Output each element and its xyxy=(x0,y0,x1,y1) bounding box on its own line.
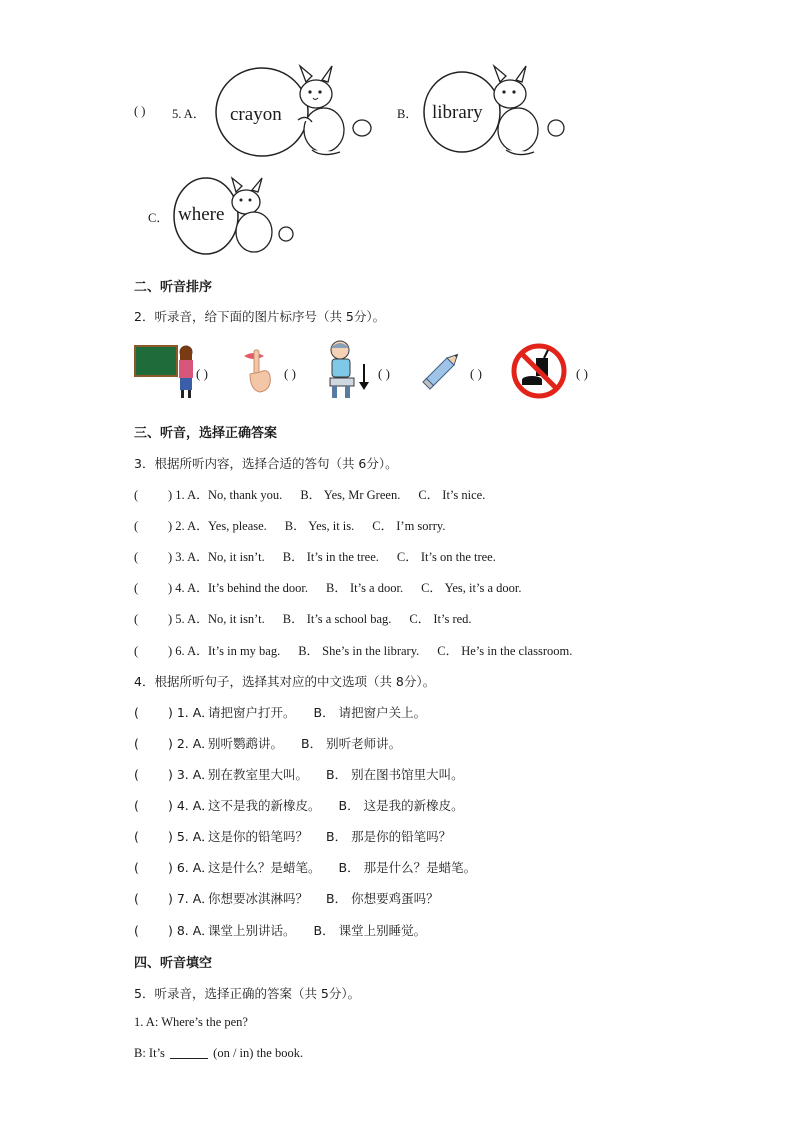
option-c-label: C． xyxy=(148,211,169,225)
list-item: ( ) 6. A．It’s in my bag. B． She’s in the library. C． He’s in the classroom. xyxy=(134,644,573,658)
section2-title: 二、听音排序 xyxy=(134,280,213,295)
list-item: ( ) 2. A．Yes, please. B． Yes, it is. C． I’m sorry. xyxy=(134,519,446,533)
list-item: ( ) 5. A．No, it isn’t. B． It’s a school bag. C． It’s red. xyxy=(134,612,472,626)
answer-blank[interactable]: ( xyxy=(134,519,139,533)
teacher-blackboard-icon xyxy=(134,340,196,400)
list-item: ( ) 4. A．这不是我的新橡皮。 B． 这是我的新橡皮。 xyxy=(134,798,464,813)
answer-blank[interactable]: ( xyxy=(134,488,139,502)
list-item: ( ) 2. A．别听鹦鹉讲。 B． 别听老师讲。 xyxy=(134,736,402,751)
section3-title: 三、听音，选择正确答案 xyxy=(134,426,278,441)
list-item: ( ) 1. A．请把窗户打开。 B． 请把窗户关上。 xyxy=(134,705,427,720)
option-b-picture[interactable] xyxy=(422,64,572,160)
picture-ordering-row xyxy=(134,338,634,404)
list-item: ( ) 6. A．这是什么？是蜡笔。 B． 那是什么？是蜡笔。 xyxy=(134,860,477,875)
list-item: ( ) 3. A．No, it isn’t. B． It’s in the tree. C． It’s on the tree. xyxy=(134,550,496,564)
list-item: ( ) 8. A．课堂上别讲话。 B． 课堂上别睡觉。 xyxy=(134,923,427,938)
list-item: ( ) 5. A．这是你的铅笔吗？ B． 那是你的铅笔吗？ xyxy=(134,829,452,844)
sit-down-icon xyxy=(324,338,374,402)
answer-blank[interactable]: ( xyxy=(134,923,139,938)
section3b-question: 4．根据所听句子，选择其对应的中文选项（共 8分）。 xyxy=(134,674,436,689)
q1-item5-paren[interactable]: ( ) xyxy=(134,104,146,118)
answer-blank[interactable]: ( xyxy=(134,736,139,751)
section3-question: 3．根据所听内容，选择合适的答句（共 6分）。 xyxy=(134,456,398,471)
option-c-picture[interactable] xyxy=(172,176,296,260)
answer-blank[interactable]: ( xyxy=(134,644,139,658)
answer-blank[interactable]: ( xyxy=(134,860,139,875)
picture-5-answer[interactable]: ( ) xyxy=(576,366,588,381)
list-item: ( ) 7. A．你想要冰淇淋吗？ B． 你想要鸡蛋吗？ xyxy=(134,891,439,906)
option-a-picture[interactable] xyxy=(214,64,384,160)
answer-blank[interactable]: ( xyxy=(134,798,139,813)
option-b-label: B． xyxy=(397,107,418,121)
no-eating-drinking-icon xyxy=(510,342,568,400)
answer-blank[interactable]: ( xyxy=(134,891,139,906)
answer-blank[interactable]: ( xyxy=(134,550,139,564)
answer-blank[interactable]: ( xyxy=(134,581,139,595)
pencil-icon xyxy=(420,346,464,394)
answer-blank[interactable]: ( xyxy=(134,705,139,720)
list-item: ( ) 3. A．别在教室里大叫。 B． 别在图书馆里大叫。 xyxy=(134,767,464,782)
answer-blank[interactable]: ( xyxy=(134,767,139,782)
section4-question: 5．听录音，选择正确的答案（共 5分）。 xyxy=(134,986,361,1001)
section2-question: 2．听录音，给下面的图片标序号（共 5分）。 xyxy=(134,309,386,324)
picture-4-answer[interactable]: ( ) xyxy=(470,366,482,381)
picture-2-answer[interactable]: ( ) xyxy=(284,366,296,381)
picture-3-answer[interactable]: ( ) xyxy=(378,366,390,381)
option-a-word: crayon xyxy=(230,104,282,125)
answer-blank[interactable]: ( xyxy=(134,612,139,626)
section4-title: 四、听音填空 xyxy=(134,956,213,971)
list-item: ( ) 1. A．No, thank you. B． Yes, Mr Green. C． It’s nice. xyxy=(134,488,486,502)
option-c-word: where xyxy=(178,204,225,225)
picture-1-answer[interactable]: ( ) xyxy=(196,366,208,381)
answer-blank[interactable]: ( xyxy=(134,829,139,844)
q1-item5-number: 5. A． xyxy=(172,107,206,121)
dialogue-line-a: 1. A: Where’s the pen? xyxy=(134,1015,248,1029)
option-b-word: library xyxy=(432,102,483,123)
fill-in-blank[interactable] xyxy=(170,1046,208,1059)
quiet-gesture-icon xyxy=(240,346,276,396)
list-item: ( ) 4. A．It’s behind the door. B． It’s a door. C． Yes, it’s a door. xyxy=(134,581,522,595)
dialogue-line-b: B: It’s (on / in) the book. xyxy=(134,1046,304,1060)
